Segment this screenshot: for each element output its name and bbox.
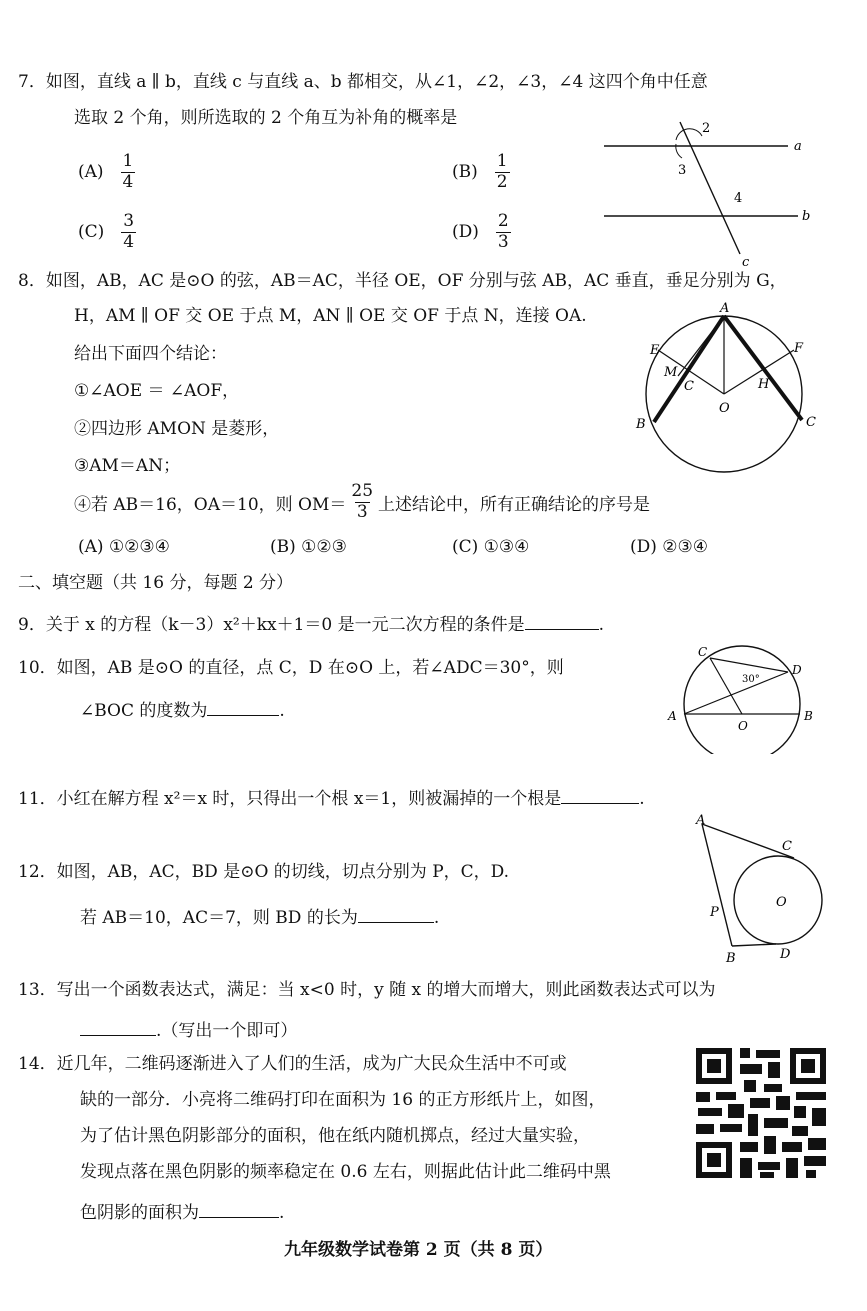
- q7-option-c[interactable]: [78, 212, 139, 252]
- q14-line2: 缺的一部分．小亮将二维码打印在面积为 16 的正方形纸片上，如图，: [80, 1090, 606, 1110]
- label-C: C: [806, 415, 816, 430]
- circle-o: [684, 646, 800, 754]
- chord-cd: [710, 658, 788, 672]
- qr-code-icon: [694, 1046, 828, 1180]
- answer-blank[interactable]: [199, 1200, 279, 1218]
- label-G: C: [684, 379, 694, 394]
- label-H: H: [758, 377, 770, 392]
- label-line-a: a: [794, 139, 802, 154]
- section-fill-in-title: 二、填空题（共 16 分，每题 2 分）: [18, 573, 294, 593]
- q8-option-a[interactable]: (A) ①②③④: [78, 537, 170, 557]
- line-c: [680, 122, 743, 254]
- q7-line2: 选取 2 个角，则所选取的 2 个角互为补角的概率是: [74, 108, 458, 128]
- label-D: D: [792, 663, 802, 677]
- q8-option-b[interactable]: (B) ①②③: [270, 537, 347, 557]
- fraction: $\frac{1}{4}$: [122, 151, 134, 192]
- q12-figure: [690, 812, 840, 972]
- label-angle-30: 30°: [742, 674, 760, 685]
- label-E: E: [650, 343, 660, 358]
- page-footer: 九年级数学试卷第 2 页（共 8 页）: [284, 1240, 553, 1260]
- answer-blank[interactable]: [80, 1018, 156, 1036]
- q14-line1: 14．近几年，二维码逐渐进入了人们的生活，成为广大民众生活中不可或: [18, 1054, 567, 1074]
- label-B: B: [804, 709, 813, 723]
- fraction: $\frac{2}{3}$: [497, 211, 509, 252]
- q10-figure: [664, 644, 834, 754]
- q8-conclusion-4: ④若 AB＝16，OA＝10，则 OM＝ $\frac{25}{3}$ 上述结论中，所有正确结论的序号是: [74, 481, 651, 522]
- label-O: O: [719, 401, 730, 416]
- q8-figure: [630, 300, 830, 480]
- label-P: P: [710, 905, 719, 920]
- q7-option-b[interactable]: [452, 152, 513, 192]
- label-angle-3: 3: [678, 163, 687, 178]
- q14-line3: 为了估计黑色阴影部分的面积，他在纸内随机掷点，经过大量实验，: [80, 1126, 590, 1146]
- answer-blank[interactable]: [358, 905, 434, 923]
- q7-option-d[interactable]: [452, 212, 514, 252]
- option-label: (A): [78, 162, 104, 183]
- q13-line2: .（写出一个即可）: [80, 1018, 297, 1040]
- option-label: (D): [452, 222, 479, 243]
- answer-blank[interactable]: [525, 612, 599, 630]
- label-O: O: [738, 719, 748, 733]
- tangent-ab: [702, 824, 732, 946]
- label-O: O: [776, 895, 787, 910]
- label-F: F: [794, 341, 804, 356]
- label-A: A: [668, 709, 677, 723]
- label-line-c: c: [742, 255, 750, 270]
- q14-line5: 色阴影的面积为 .: [80, 1200, 284, 1222]
- q8-line1: 8．如图，AB，AC 是⊙O 的弦，AB＝AC，半径 OE，OF 分别与弦 AB，AC 垂直，垂足分别为 G，: [18, 271, 787, 291]
- label-angle-4: 4: [734, 191, 743, 206]
- q7-line1: 7．如图，直线 a ∥ b，直线 c 与直线 a、b 都相交，从∠1，∠2，∠3，∠4 这四个角中任意: [18, 72, 708, 92]
- q8-conclusion-1: ①∠AOE ＝ ∠AOF，: [74, 381, 240, 401]
- fraction: $\frac{1}{2}$: [496, 151, 508, 192]
- q8-option-c[interactable]: (C) ①③④: [452, 537, 530, 557]
- q10-line2: ∠BOC 的度数为 .: [80, 698, 285, 720]
- q9: 9．关于 x 的方程（k－3）x²＋kx＋1＝0 是一元二次方程的条件是 .: [18, 612, 604, 634]
- fraction: $\frac{25}{3}$: [351, 481, 374, 522]
- label-A: A: [720, 301, 730, 316]
- label-C: C: [698, 645, 708, 659]
- q8-line3: 给出下面四个结论：: [74, 344, 227, 364]
- q13-line1: 13．写出一个函数表达式，满足：当 x<0 时，y 随 x 的增大而增大，则此函数表达式可以为: [18, 980, 716, 1000]
- tangent-bd: [732, 944, 776, 946]
- q8-conclusion-2: ②四边形 AMON 是菱形，: [74, 419, 280, 439]
- label-angle-2: 2: [702, 121, 711, 136]
- q8-conclusion-3: ③AM＝AN；: [74, 456, 181, 476]
- q10-line1: 10．如图，AB 是⊙O 的直径，点 C，D 在⊙O 上，若∠ADC＝30°，则: [18, 658, 564, 678]
- option-label: (B): [452, 162, 478, 183]
- tangent-ac: [702, 824, 794, 858]
- segment-oc: [710, 658, 742, 714]
- label-A: A: [696, 813, 706, 828]
- label-B: B: [636, 417, 646, 432]
- label-B: B: [726, 951, 736, 966]
- q7-option-a[interactable]: [78, 152, 138, 192]
- label-D: D: [780, 947, 791, 962]
- q12-line1: 12．如图，AB，AC，BD 是⊙O 的切线，切点分别为 P，C，D.: [18, 862, 510, 882]
- label-line-b: b: [802, 209, 811, 224]
- q7-figure: [598, 110, 818, 270]
- angle-2-arc: [676, 129, 702, 140]
- segment-an: [724, 316, 770, 376]
- answer-blank[interactable]: [561, 786, 639, 804]
- label-M: M: [664, 365, 678, 380]
- answer-blank[interactable]: [207, 698, 279, 716]
- chord-ad: [684, 672, 788, 714]
- q14-line4: 发现点落在黑色阴影的频率稳定在 0.6 左右，则据此估计此二维码中黑: [80, 1162, 611, 1182]
- q12-line2: 若 AB＝10，AC＝7，则 BD 的长为 .: [80, 905, 439, 927]
- label-C: C: [782, 839, 792, 854]
- fraction: $\frac{3}{4}$: [123, 211, 135, 252]
- segment-am: [678, 316, 724, 376]
- q8-line2: H，AM ∥ OF 交 OE 于点 M，AN ∥ OE 交 OF 于点 N，连接 OA.: [74, 306, 587, 326]
- option-label: (C): [78, 222, 105, 243]
- q11: 11．小红在解方程 x²＝x 时，只得出一个根 x＝1，则被漏掉的一个根是 .: [18, 786, 645, 808]
- q8-option-d[interactable]: (D) ②③④: [630, 537, 709, 557]
